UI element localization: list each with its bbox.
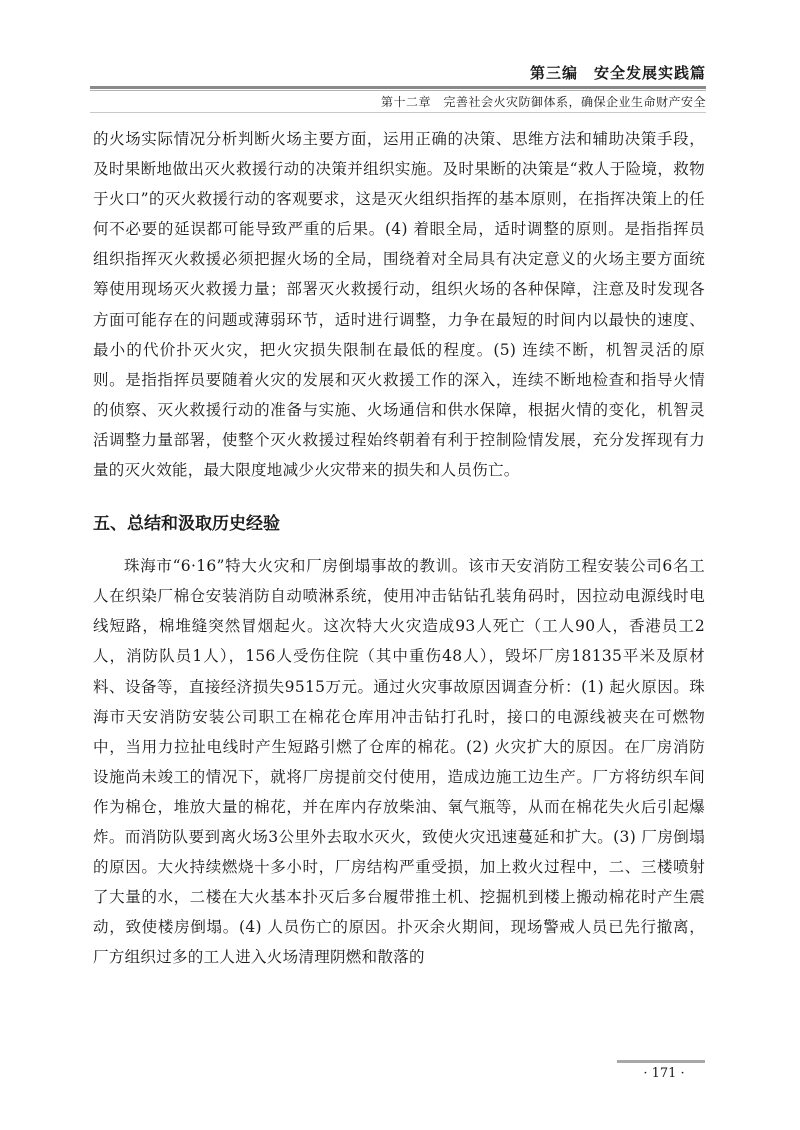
running-header (90, 62, 706, 112)
header-rule (90, 86, 706, 89)
body-paragraph: 珠海市“6·16”特大火灾和厂房倒塌事故的教训。该市天安消防工程安装公司6名工人在织染厂棉仓安装消防自动喷淋系统，使用冲击钻钻孔装角码时，因拉动电源线时电线短路，棉堆缝突然冒烟起火。这次特大火灾造成93人死亡（工人90人，香港员工2人，消防队员1人），156人受伤住院（其中重伤48人），毁坏厂房18135平米及原材料、设备等，直接经济损失9515万元。通过火灾事故原因调查分析：(1) 起火原因。珠海市天安消防安装公司职工在棉花仓库用冲击钻打孔时，接口的电源线被夹在可燃物中，当用力拉扯电线时产生短路引燃了仓库的棉花。(2) 火灾扩大的原因。在厂房消防设施尚未竣工的情况下，就将厂房提前交付使用，造成边施工边生产。厂方将纺织车间作为棉仓，堆放大量的棉花，并在库内存放柴油、氧气瓶等，从而在棉花失火后引起爆炸。而消防队要到离火场3公里外去取水灭火，致使火灾迅速蔓延和扩大。(3) 厂房倒塌的原因。大火持续燃烧十多小时，厂房结构严重受损，加上救火过程中，二、三楼喷射了大量的水，二楼在大火基本扑灭后多台履带推土机、挖掘机到楼上搬动棉花时产生震动，致使楼房倒塌。(4) 人员伤亡的原因。扑灭余火期间，现场警戒人员已先行撤离，厂方组织过多的工人进入火场清理阴燃和散落的 (93, 557, 705, 967)
body-paragraph-continued: 的火场实际情况分析判断火场主要方面，运用正确的决策、思维方法和辅助决策手段，及时果断地做出灭火救援行动的决策并组织实施。及时果断的决策是“救人于险境，救物于火口”的灭火救援行动的客观要求，这是灭火组织指挥的基本原则，在指挥决策上的任何不必要的延误都可能导致严重的后果。(4) 着眼全局，适时调整的原则。是指指挥员组织指挥灭火救援必须把握火场的全局，围绕着对全局具有决定意义的火场主要方面统筹使用现场灭火救援力量；部署灭火救援行动，组织火场的各种保障，注意及时发现各方面可能存在的问题或薄弱环节，适时进行调整，力争在最短的时间内以最快的速度、最小的代价扑灭火灾，把火灾损失限制在最低的程度。(5) 连续不断，机智灵活的原则。是指指挥员要随着火灾的发展和灭火救援工作的深入，连续不断地检查和指导火情的侦察、灭火救援行动的准备与实施、火场通信和供水保障，根据火情的变化，机智灵活调整力量部署，使整个灭火救援过程始终朝着有利于控制险情发展，充分发挥现有力量的灭火效能，最大限度地减少火灾带来的损失和人员伤亡。 (93, 130, 705, 480)
section-heading: 五、总结和汲取历史经验 (93, 514, 280, 535)
chapter-title: 第十二章 完善社会火灾防御体系，确保企业生命财产安全 (380, 95, 706, 109)
footer-rule (617, 1060, 705, 1063)
chapter-rule (90, 112, 706, 113)
page-body (93, 124, 705, 972)
header-rule-thin (90, 90, 706, 91)
page-number: · 171 · (643, 1066, 685, 1081)
part-title: 第三编 安全发展实践篇 (529, 64, 706, 82)
